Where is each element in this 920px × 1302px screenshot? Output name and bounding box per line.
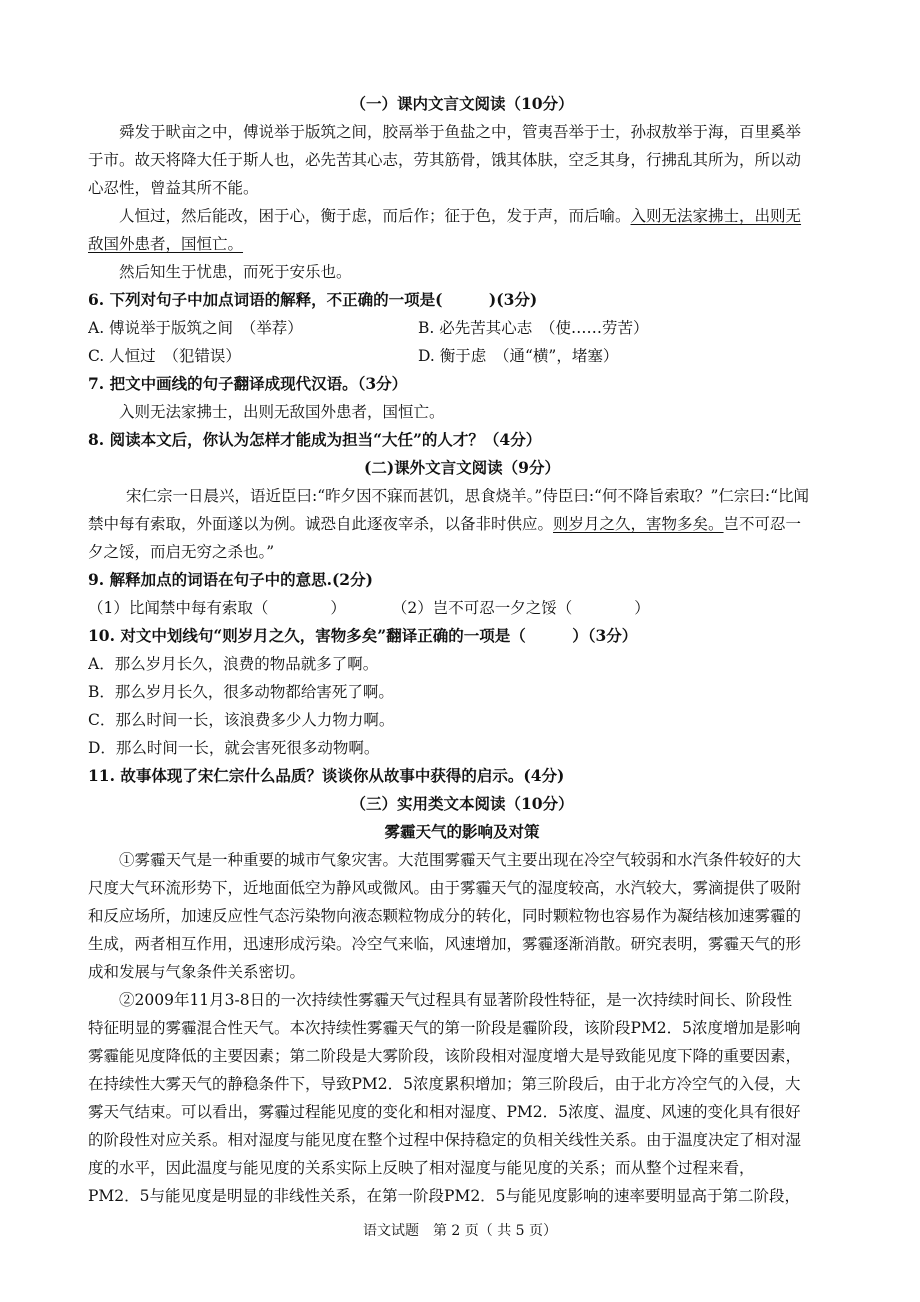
passage2-line	[88, 510, 836, 538]
passage2-text: 禁中每有索取，外面遂以为例。诚恐自此逐夜宰杀，以备非时供应。	[88, 515, 554, 533]
question-7: 7. 把文中画线的句子翻译成现代汉语。（3分）	[88, 374, 408, 393]
question-11: 11. 故事体现了宋仁宗什么品质？谈谈你从故事中获得的启示。(4分)	[88, 766, 565, 785]
section3-heading: （三）实用类文本阅读（10分）	[350, 794, 574, 813]
passage3-line: 的阶段性对应关系。相对湿度与能见度在整个过程中保持稳定的负相关线性关系。由于温度决定了相对湿	[88, 1131, 802, 1149]
passage3-line: 和反应场所，加速反应性气态污染物向液态颗粒物成分的转化，同时颗粒物也容易作为凝结核加速雾霾的	[88, 907, 802, 925]
passage3-line: 雾天气结束。可以看出，雾霾过程能见度的变化和相对湿度、PM2．5浓度、温度、风速的变化具有很好	[88, 1103, 801, 1121]
passage1-line	[88, 230, 836, 258]
page-footer: 语文试题 第 2 页（ 共 5 页）	[362, 1223, 558, 1239]
passage3-line: 生成，两者相互作用，迅速形成污染。冷空气来临，风速增加，雾霾逐渐消散。研究表明，雾霾天气的形	[88, 935, 802, 953]
option-d: D. 衡于虑 （通“横”，堵塞）	[418, 347, 619, 365]
passage3-line: 成和发展与气象条件关系密切。	[88, 963, 306, 981]
question-6-options-row	[88, 342, 836, 370]
passage2-line: 宋仁宗一日晨兴，语近臣曰:“昨夕因不寐而甚饥，思食烧羊。”侍臣曰:“何不降旨索取？”仁宗曰:“比闻	[126, 487, 810, 505]
question-9: 9. 解释加点的词语在句子中的意思.(2分)	[88, 570, 373, 589]
option-b: B．那么岁月长久，很多动物都给害死了啊。	[88, 683, 394, 701]
passage3-line: ①雾霾天气是一种重要的城市气象灾害。大范围雾霾天气主要出现在冷空气较弱和水汽条件较好的大	[119, 851, 802, 869]
option-d: D．那么时间一长，就会害死很多动物啊。	[88, 739, 380, 757]
passage1-line	[88, 202, 836, 230]
question-9-item-2: （2）岂不可忍一夕之馁（ ）	[391, 599, 650, 617]
option-a: A. 傅说举于版筑之间 （举荐）	[88, 319, 303, 337]
question-8: 8. 阅读本文后，你认为怎样才能成为担当“大任”的人才？（4分）	[88, 430, 542, 449]
option-c: C．那么时间一长，该浪费多少人力物力啊。	[88, 711, 395, 729]
underlined-sentence: 则岁月之久，害物多矣。	[553, 515, 724, 533]
underlined-sentence: 敌国外患者，国恒亡。	[88, 235, 244, 253]
passage3-line: 雾霾能见度降低的主要因素；第二阶段是大雾阶段，该阶段相对湿度增大是导致能见度下降的重要因素，	[88, 1047, 802, 1065]
question-6-options-row	[88, 314, 836, 342]
passage3-line: PM2．5与能见度是明显的非线性关系，在第一阶段PM2．5与能见度影响的速率要明显高于第二阶段，	[88, 1187, 801, 1205]
section1-heading: （一）课内文言文阅读（10分）	[350, 94, 574, 113]
question-10: 10. 对文中划线句“则岁月之久，害物多矣”翻译正确的一项是（ ）（3分）	[88, 626, 638, 645]
question-7-text: 入则无法家拂士，出则无敌国外患者，国恒亡。	[119, 403, 445, 421]
option-a: A．那么岁月长久，浪费的物品就多了啊。	[88, 655, 379, 673]
passage2-text: 岂不可忍一	[723, 515, 802, 533]
passage3-line: ②2009年11月3-8日的一次持续性雾霾天气过程具有显著阶段性特征，是一次持续时间长、阶段性	[119, 991, 793, 1009]
passage2-line: 夕之馁，而启无穷之杀也。”	[88, 543, 275, 561]
question-6: 6. 下列对句子中加点词语的解释，不正确的一项是( )(3分)	[88, 290, 538, 309]
passage1-line: 心忍性，曾益其所不能。	[88, 179, 259, 197]
passage3-line: 在持续性大雾天气的静稳条件下，导致PM2．5浓度累积增加；第三阶段后，由于北方冷空气的入侵，大	[88, 1075, 801, 1093]
question-9-item-1: （1）比闻禁中每有索取（ ）	[88, 599, 346, 617]
option-b: B. 必先苦其心志 （使……劳苦）	[418, 319, 649, 337]
question-9-items	[88, 594, 836, 622]
passage3-line: 尺度大气环流形势下，近地面低空为静风或微风。由于雾霾天气的湿度较高，水汽较大，雾滴提供了吸附	[88, 879, 802, 897]
passage1-text: 人恒过，然后能改，困于心，衡于虑，而后作；征于色，发于声，而后喻。	[119, 207, 631, 225]
passage3-line: 特征明显的雾霾混合性天气。本次持续性雾霾天气的第一阶段是霾阶段，该阶段PM2．5浓度增加是影响	[88, 1019, 801, 1037]
passage1-line: 于市。故天将降大任于斯人也，必先苦其心志，劳其筋骨，饿其体肤，空乏其身，行拂乱其所为，所以动	[88, 151, 802, 169]
page-content	[88, 90, 836, 1210]
passage3-line: 度的水平，因此温度与能见度的关系实际上反映了相对湿度与能见度的关系；而从整个过程来看，	[88, 1159, 755, 1177]
passage1-line: 舜发于畎亩之中，傅说举于版筑之间，胶鬲举于鱼盐之中，管夷吾举于士，孙叔敖举于海，百里奚举	[119, 123, 802, 141]
option-c: C. 人恒过 （犯错误）	[88, 347, 241, 365]
underlined-sentence: 入则无法家拂士，出则无	[630, 207, 802, 225]
article-title: 雾霾天气的影响及对策	[384, 822, 540, 841]
section2-heading: (二)课外文言文阅读（9分）	[364, 458, 560, 477]
passage1-line: 然后知生于忧患，而死于安乐也。	[119, 263, 352, 281]
